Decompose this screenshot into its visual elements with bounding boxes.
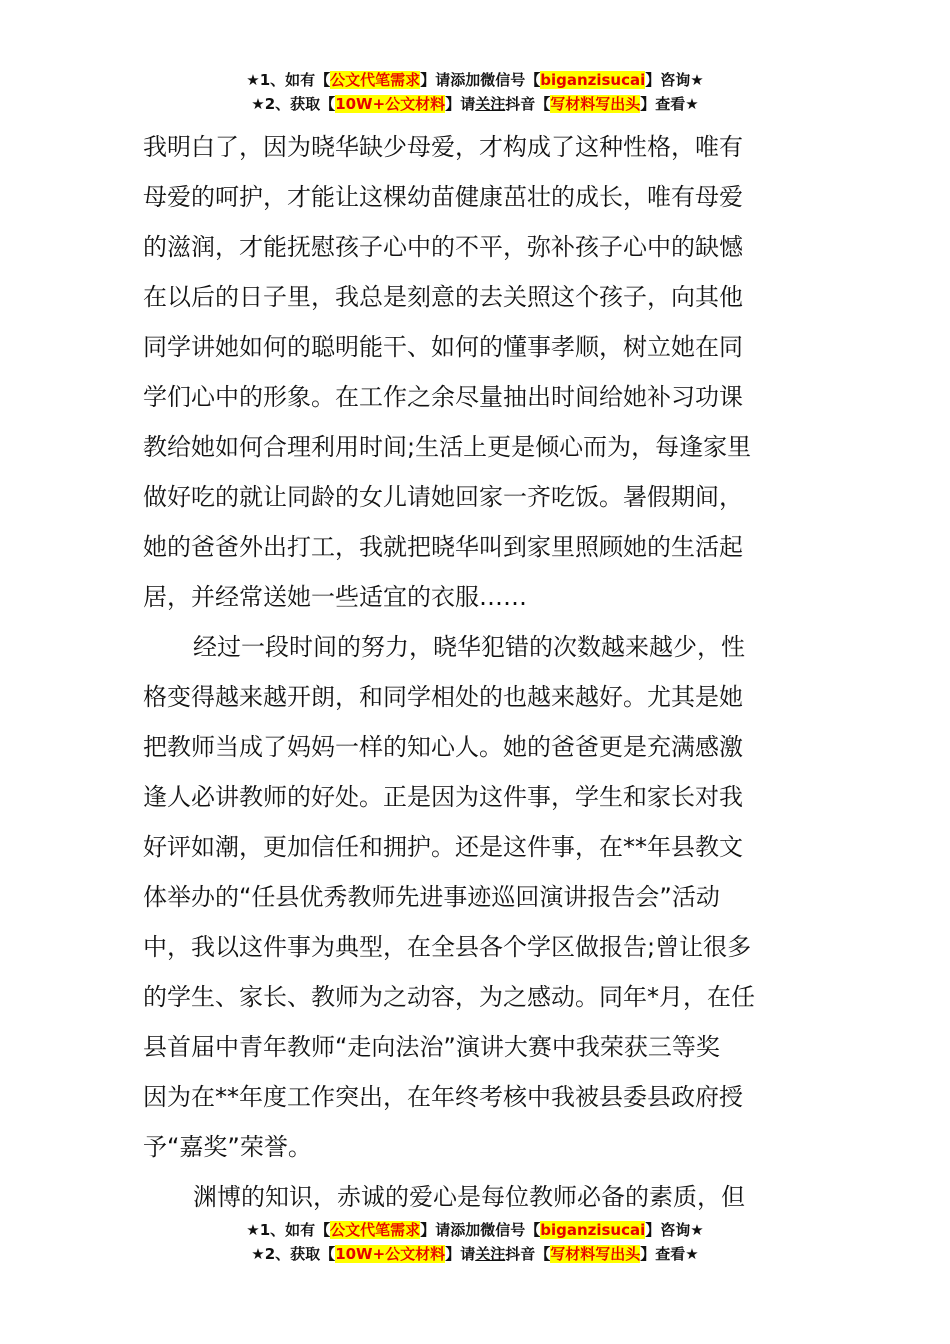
highlight-tag: 写材料写出头	[550, 95, 641, 113]
paragraph-1	[143, 122, 808, 622]
paragraph-2	[143, 622, 808, 1172]
highlight-tag: 10W+公文材料	[335, 1245, 446, 1263]
text-line: 格变得越来越开朗，和同学相处的也越来越好。尤其是她	[143, 683, 743, 711]
banner-line-2: ★2、获取【10W+公文材料】请关注抖音【写材料写出头】查看★	[251, 95, 699, 113]
text-line: 把教师当成了妈妈一样的知心人。她的爸爸更是充满感激	[143, 733, 743, 761]
text-line: 教给她如何合理利用时间;生活上更是倾心而为，每逢家里	[143, 433, 752, 461]
text-line: 的学生、家长、教师为之动容，为之感动。同年*月，在任	[143, 983, 755, 1011]
text-line: 因为在**年度工作突出，在年终考核中我被县委县政府授	[143, 1083, 743, 1111]
text-line: 学们心中的形象。在工作之余尽量抽出时间给她补习功课	[143, 383, 743, 411]
banner-line-1: ★1、如有【公文代笔需求】请添加微信号【biganzisucai】咨询★	[246, 71, 704, 89]
text-line: 经过一段时间的努力，晓华犯错的次数越来越少，性	[193, 633, 745, 661]
text-line: 逢人必讲教师的好处。正是因为这件事，学生和家长对我	[143, 783, 743, 811]
text-line: 好评如潮，更加信任和拥护。还是这件事，在**年县教文	[143, 833, 743, 861]
highlight-tag: 公文代笔需求	[330, 71, 421, 89]
banner-line-1: ★1、如有【公文代笔需求】请添加微信号【biganzisucai】咨询★	[246, 1221, 704, 1239]
text-line: 中，我以这件事为典型，在全县各个学区做报告;曾让很多	[143, 933, 752, 961]
highlight-tag: 写材料写出头	[550, 1245, 641, 1263]
header-banner	[0, 68, 950, 116]
text-line: 居，并经常送她一些适宜的衣服……	[143, 583, 527, 611]
text-line: 我明白了，因为晓华缺少母爱，才构成了这种性格，唯有	[143, 133, 743, 161]
text-line: 同学讲她如何的聪明能干、如何的懂事孝顺，树立她在同	[143, 333, 743, 361]
highlight-tag: 10W+公文材料	[335, 95, 446, 113]
wechat-id: biganzisucai	[540, 71, 646, 89]
text-line: 的滋润，才能抚慰孩子心中的不平，弥补孩子心中的缺憾	[143, 233, 743, 261]
text-line: 在以后的日子里，我总是刻意的去关照这个孩子，向其他	[143, 283, 743, 311]
footer-banner	[0, 1218, 950, 1266]
text-line: 母爱的呵护，才能让这棵幼苗健康茁壮的成长，唯有母爱	[143, 183, 743, 211]
text-line: 她的爸爸外出打工，我就把晓华叫到家里照顾她的生活起	[143, 533, 743, 561]
text-line: 予“嘉奖”荣誉。	[143, 1133, 312, 1161]
document-body	[143, 122, 808, 1222]
text-line: 做好吃的就让同龄的女儿请她回家一齐吃饭。暑假期间，	[143, 483, 743, 511]
text-line: 县首届中青年教师“走向法治”演讲大赛中我荣获三等奖	[143, 1033, 720, 1061]
banner-line-2: ★2、获取【10W+公文材料】请关注抖音【写材料写出头】查看★	[251, 1245, 699, 1263]
highlight-tag: 公文代笔需求	[330, 1221, 421, 1239]
paragraph-3	[143, 1172, 808, 1222]
text-line: 体举办的“任县优秀教师先进事迹巡回演讲报告会”活动	[143, 883, 720, 911]
wechat-id: biganzisucai	[540, 1221, 646, 1239]
text-line: 渊博的知识，赤诚的爱心是每位教师必备的素质，但	[193, 1183, 745, 1211]
